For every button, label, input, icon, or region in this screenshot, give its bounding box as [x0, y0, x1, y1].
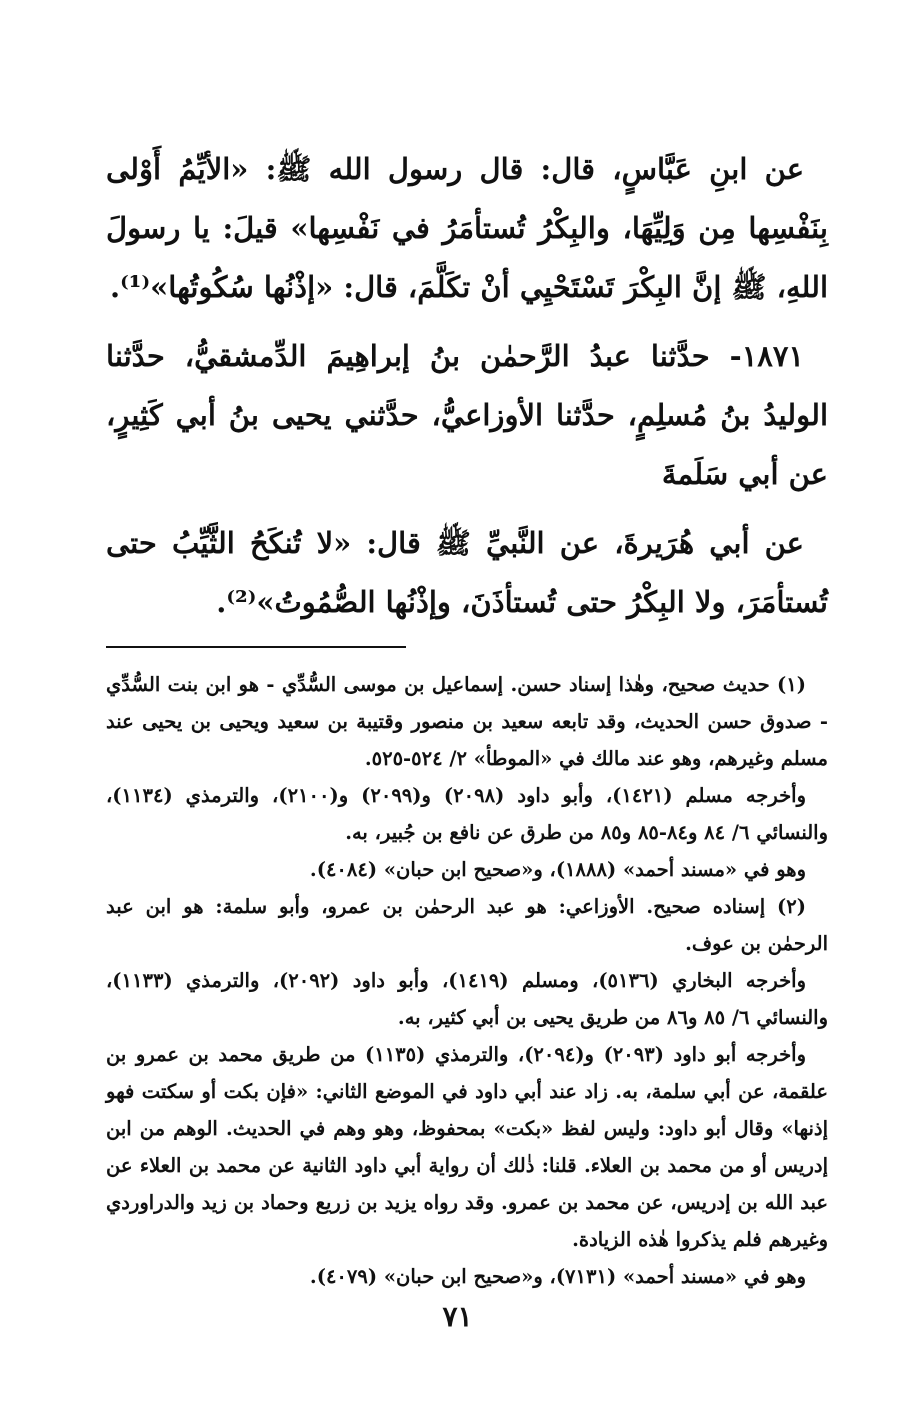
- footnote-2-additional: وأخرجه أبو داود (٢٠٩٣) و(٢٠٩٤)، والترمذي (١١٣٥) من طريق محمد بن عمرو بن علقمة، عن أبي سلمة، به. زاد عند أبي داود في الموضع الثاني: «فإن بكت أو سكتت فهو إذنها» وقال أبو داود: وليس لفظ «بكت» بمحفوظ، وهو وهم في الحديث. الوهم من ابن إدريس أو من محمد بن العلاء. قلنا: ذٰلك أن رواية أبي داود الثانية عن محمد بن العلاء عن عبد الله بن إدريس، عن محمد بن عمرو. وقد رواه يزيد بن زريع وحماد بن زيد والدراوردي وغيرهم فلم يذكروا هٰذه الزيادة.: [106, 1043, 828, 1251]
- footnote-1-musnad: وهو في «مسند أحمد» (١٨٨٨)، و«صحيح ابن حبان» (٤٠٨٤).: [309, 858, 806, 881]
- footnote-1-takhrij: وأخرجه مسلم (١٤٢١)، وأبو داود (٢٠٩٨) و(٢٠٩٩) و(٢١٠٠)، والترمذي (١١٣٤)، والنسائي ٦/ ٨٤ و٨٤-٨٥ و٨٥ من طرق عن نافع بن جُبير، به.: [106, 784, 828, 844]
- footnote-2: (٢) إسناده صحيح. الأوزاعي: هو عبد الرحمٰن بن عمرو، وأبو سلمة: هو ابن عبد الرحمٰن بن عوف.: [106, 895, 828, 955]
- page-body: [106, 140, 828, 1295]
- hadith-paragraph-1: عن ابنِ عَبَّاسٍ، قال: قال رسول الله ﷺ: «الأيِّمُ أَوْلى بِنَفْسِها مِن وَلِيِّهَا، والبِكْرُ تُستأمَرُ في نَفْسِها» قيلَ: يا رسولَ اللهِ، ﷺ إنَّ البِكْرَ تَسْتَحْيِي أنْ تكَلَّمَ، قال: «إذْنُها سُكُوتُها»⁽¹⁾.: [106, 152, 828, 304]
- footnote-separator: [106, 646, 406, 648]
- footnote-2-musnad: وهو في «مسند أحمد» (٧١٣١)، و«صحيح ابن حبان» (٤٠٧٩).: [309, 1265, 806, 1288]
- hadith-isnad-1871: ١٨٧١- حدَّثنا عبدُ الرَّحمٰن بنُ إبراهِيمَ الدِّمشقيُّ، حدَّثنا الوليدُ بنُ مُسلِمٍ، حدَّثنا الأوزاعيُّ، حدَّثني يحيى بنُ أبي كَثِيرٍ، عن أبي سَلَمةَ: [106, 339, 828, 491]
- footnote-1: (١) حديث صحيح، وهٰذا إسناد حسن. إسماعيل بن موسى السُّدِّي - هو ابن بنت السُّدِّي - صدوق حسن الحديث، وقد تابعه سعيد بن منصور وقتيبة بن سعيد ويحيى بن يحيى عند مسلم وغيرهم، وهو عند مالك في «الموطأ» ٢/ ٥٢٤-٥٢٥.: [106, 673, 828, 770]
- hadith-paragraph-2: عن أبي هُرَيرةَ، عن النَّبيِّ ﷺ قال: «لا تُنكَحُ الثَّيِّبُ حتى تُستأمَرَ، ولا البِكْرُ حتى تُستأذَنَ، وإذْنُها الصُّمُوتُ»⁽²⁾.: [106, 526, 828, 619]
- footnote-2-takhrij: وأخرجه البخاري (٥١٣٦)، ومسلم (١٤١٩)، وأبو داود (٢٠٩٢)، والترمذي (١١٣٣)، والنسائي ٦/ ٨٥ و٨٦ من طريق يحيى بن أبي كثير، به.: [106, 969, 828, 1029]
- page-number: ٧١: [442, 1300, 473, 1333]
